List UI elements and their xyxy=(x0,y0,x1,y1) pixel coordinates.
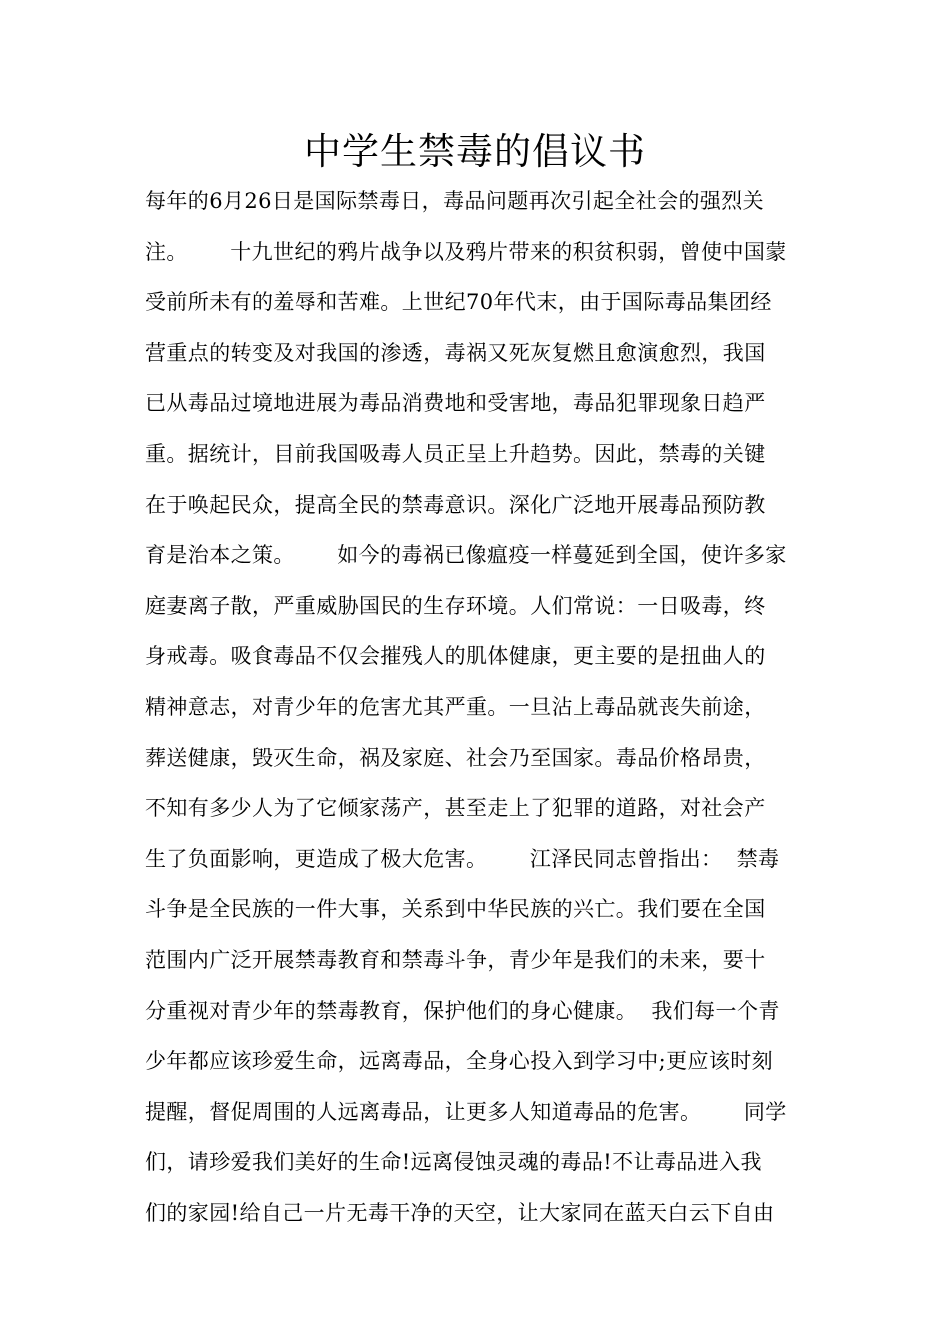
body-line: 斗争是全民族的一件大事，关系到中华民族的兴亡。我们要在全国 xyxy=(145,897,766,922)
body-line: 生了负面影响，更造成了极大危害。 江泽民同志曾指出： 禁毒 xyxy=(145,846,780,871)
body-line: 在于唤起民众，提高全民的禁毒意识。深化广泛地开展毒品预防教 xyxy=(145,492,766,517)
body-line: 育是治本之策。 如今的毒祸已像瘟疫一样蔓延到全国，使许多家 xyxy=(145,543,787,568)
body-line: 注。 十九世纪的鸦片战争以及鸦片带来的积贫积弱，曾使中国蒙 xyxy=(145,239,787,264)
body-line: 身戒毒。吸食毒品不仅会摧残人的肌体健康，更主要的是扭曲人的 xyxy=(145,644,766,669)
body-line: 们，请珍爱我们美好的生命!远离侵蚀灵魂的毒品!不让毒品进入我 xyxy=(145,1150,762,1175)
body-line: 精神意志，对青少年的危害尤其严重。一旦沾上毒品就丧失前途， xyxy=(145,694,766,719)
body-line: 受前所未有的羞辱和苦难。上世纪70年代末，由于国际毒品集团经 xyxy=(145,290,772,315)
body-line: 们的家园!给自己一片无毒干净的天空，让大家同在蓝天白云下自由 xyxy=(145,1200,775,1225)
body-line: 重。据统计，目前我国吸毒人员正呈上升趋势。因此，禁毒的关键 xyxy=(145,441,766,466)
body-line: 少年都应该珍爱生命，远离毒品，全身心投入到学习中;更应该时刻 xyxy=(145,1049,774,1074)
body-line: 每年的6月26日是国际禁毒日，毒品问题再次引起全社会的强烈关 xyxy=(145,189,765,213)
body-line: 分重视对青少年的禁毒教育，保护他们的身心健康。 我们每一个青 xyxy=(145,998,780,1023)
body-line: 营重点的转变及对我国的渗透，毒祸又死灰复燃且愈演愈烈，我国 xyxy=(145,340,766,365)
document-body xyxy=(145,176,809,1238)
body-line: 范围内广泛开展禁毒教育和禁毒斗争，青少年是我们的未来，要十 xyxy=(145,947,766,972)
document-title: 中学生禁毒的倡议书 xyxy=(304,130,646,173)
body-line: 葬送健康，毁灭生命，祸及家庭、社会乃至国家。毒品价格昂贵， xyxy=(145,745,766,770)
body-line: 已从毒品过境地进展为毒品消费地和受害地，毒品犯罪现象日趋严 xyxy=(145,391,766,416)
body-line: 提醒，督促周围的人远离毒品，让更多人知道毒品的危害。 同学 xyxy=(145,1099,787,1124)
body-line: 不知有多少人为了它倾家荡产，甚至走上了犯罪的道路，对社会产 xyxy=(145,796,766,821)
body-line: 庭妻离子散，严重威胁国民的生存环境。人们常说：一日吸毒，终 xyxy=(145,593,766,618)
